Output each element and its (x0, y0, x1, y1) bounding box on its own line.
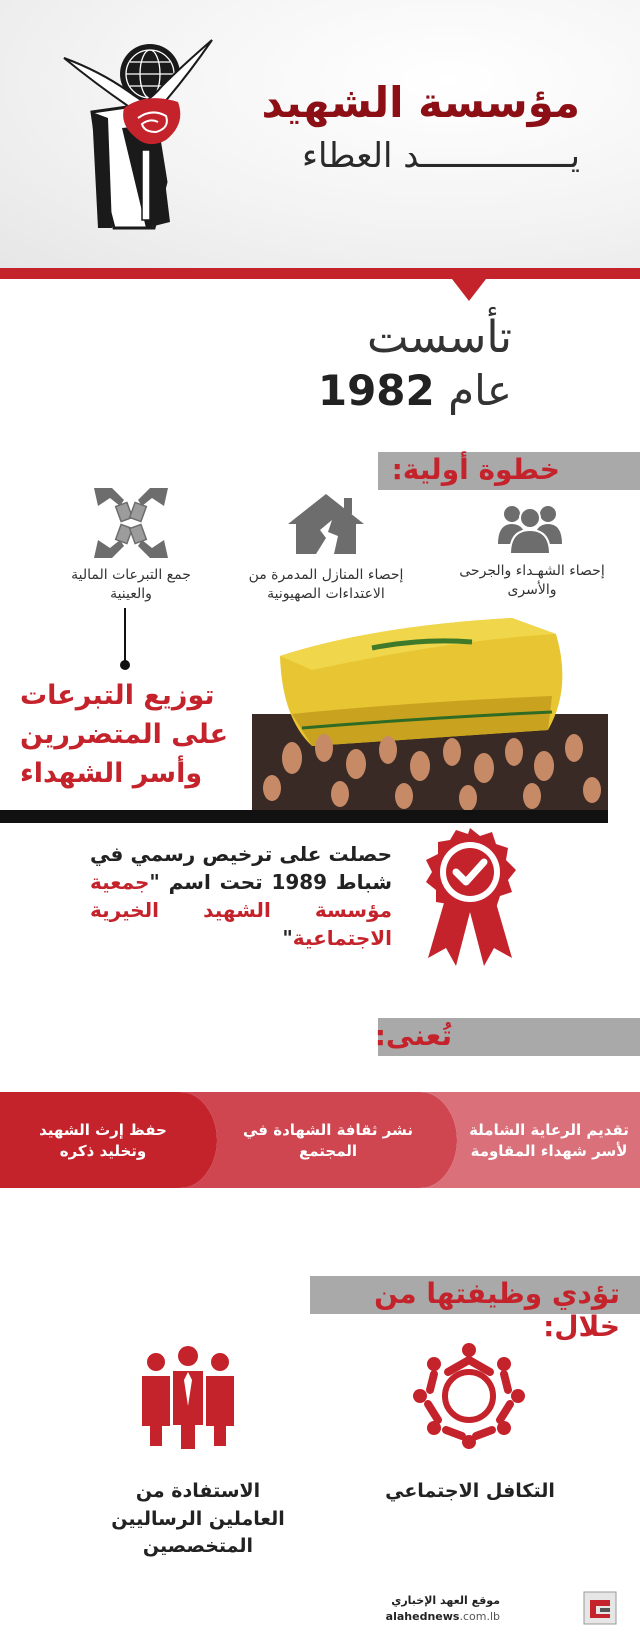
black-divider (0, 810, 608, 823)
page-title: مؤسسة الشهيد (261, 78, 580, 127)
first-step-header (378, 452, 640, 490)
red-divider (0, 268, 640, 279)
footer-domain[interactable] (80, 1610, 500, 1623)
first-step-item-martyrs: إحصاء الشهـداء والجرحى والأسرى (459, 563, 605, 598)
concern-item-legacy: حفظ إرث الشهيد وتخليد ذكره (39, 1121, 167, 1160)
license-text (90, 840, 392, 952)
first-step-item-donations: جمع التبرعات المالية والعينية (71, 567, 191, 602)
concerns-header (374, 1018, 640, 1056)
coffin-crowd-photo (252, 618, 608, 812)
first-step-item-homes: إحصاء المنازل المدمرة من الاعتداءات الصهيونية (248, 567, 404, 602)
alahed-logo-icon (582, 1590, 618, 1626)
footer-domain-suffix: .com.lb (459, 1610, 500, 1623)
license-text-after: " (282, 926, 293, 950)
specialists-team-icon (138, 1346, 238, 1450)
connector-line (124, 608, 126, 663)
social-solidarity-icon (404, 1342, 534, 1450)
license-org-name: جمعية مؤسسة الشهيد الخيرية الاجتماعية (90, 870, 392, 950)
destroyed-house-icon (282, 490, 370, 556)
founded-year-line (318, 366, 512, 415)
footer-site-name: موقع العهد الإخباري (391, 1594, 500, 1607)
concerns-heading: تُعنى: (374, 1019, 452, 1052)
function-item-specialists: الاستفادة من العاملين الرساليين المتخصصين (111, 1480, 285, 1558)
founded-year: 1982 (317, 366, 435, 415)
founded-label: تأسست (367, 312, 512, 363)
license-text-before: حصلت على ترخيص رسمي في شباط 1989 تحت اسم " (90, 842, 392, 894)
ribbon-check-icon (420, 826, 520, 968)
martyr-foundation-logo (62, 32, 222, 232)
people-group-icon (496, 500, 564, 556)
distribution-text: توزيع التبرعات على المتضررين وأسر الشهداء (20, 680, 229, 790)
functions-heading: تؤدي وظيفتها من خلال: (374, 1277, 620, 1343)
footer-domain-main: alahednews (385, 1610, 460, 1623)
connector-dot (120, 660, 130, 670)
function-item-solidarity: التكافل الاجتماعي (385, 1480, 555, 1502)
functions-header (310, 1276, 640, 1343)
concern-item-care: تقديم الرعاية الشاملة لأسر شهداء المقاومة (469, 1121, 629, 1160)
donations-hands-icon (90, 484, 172, 562)
first-step-heading: خطوة أولية: (391, 453, 560, 486)
red-arrow-marker (452, 279, 486, 301)
concern-item-culture: نشر ثقافة الشهادة في المجتمع (243, 1121, 413, 1160)
page-subtitle: يـــــــــــــــد العطاء (302, 136, 580, 176)
founded-year-word: عام (448, 366, 512, 415)
